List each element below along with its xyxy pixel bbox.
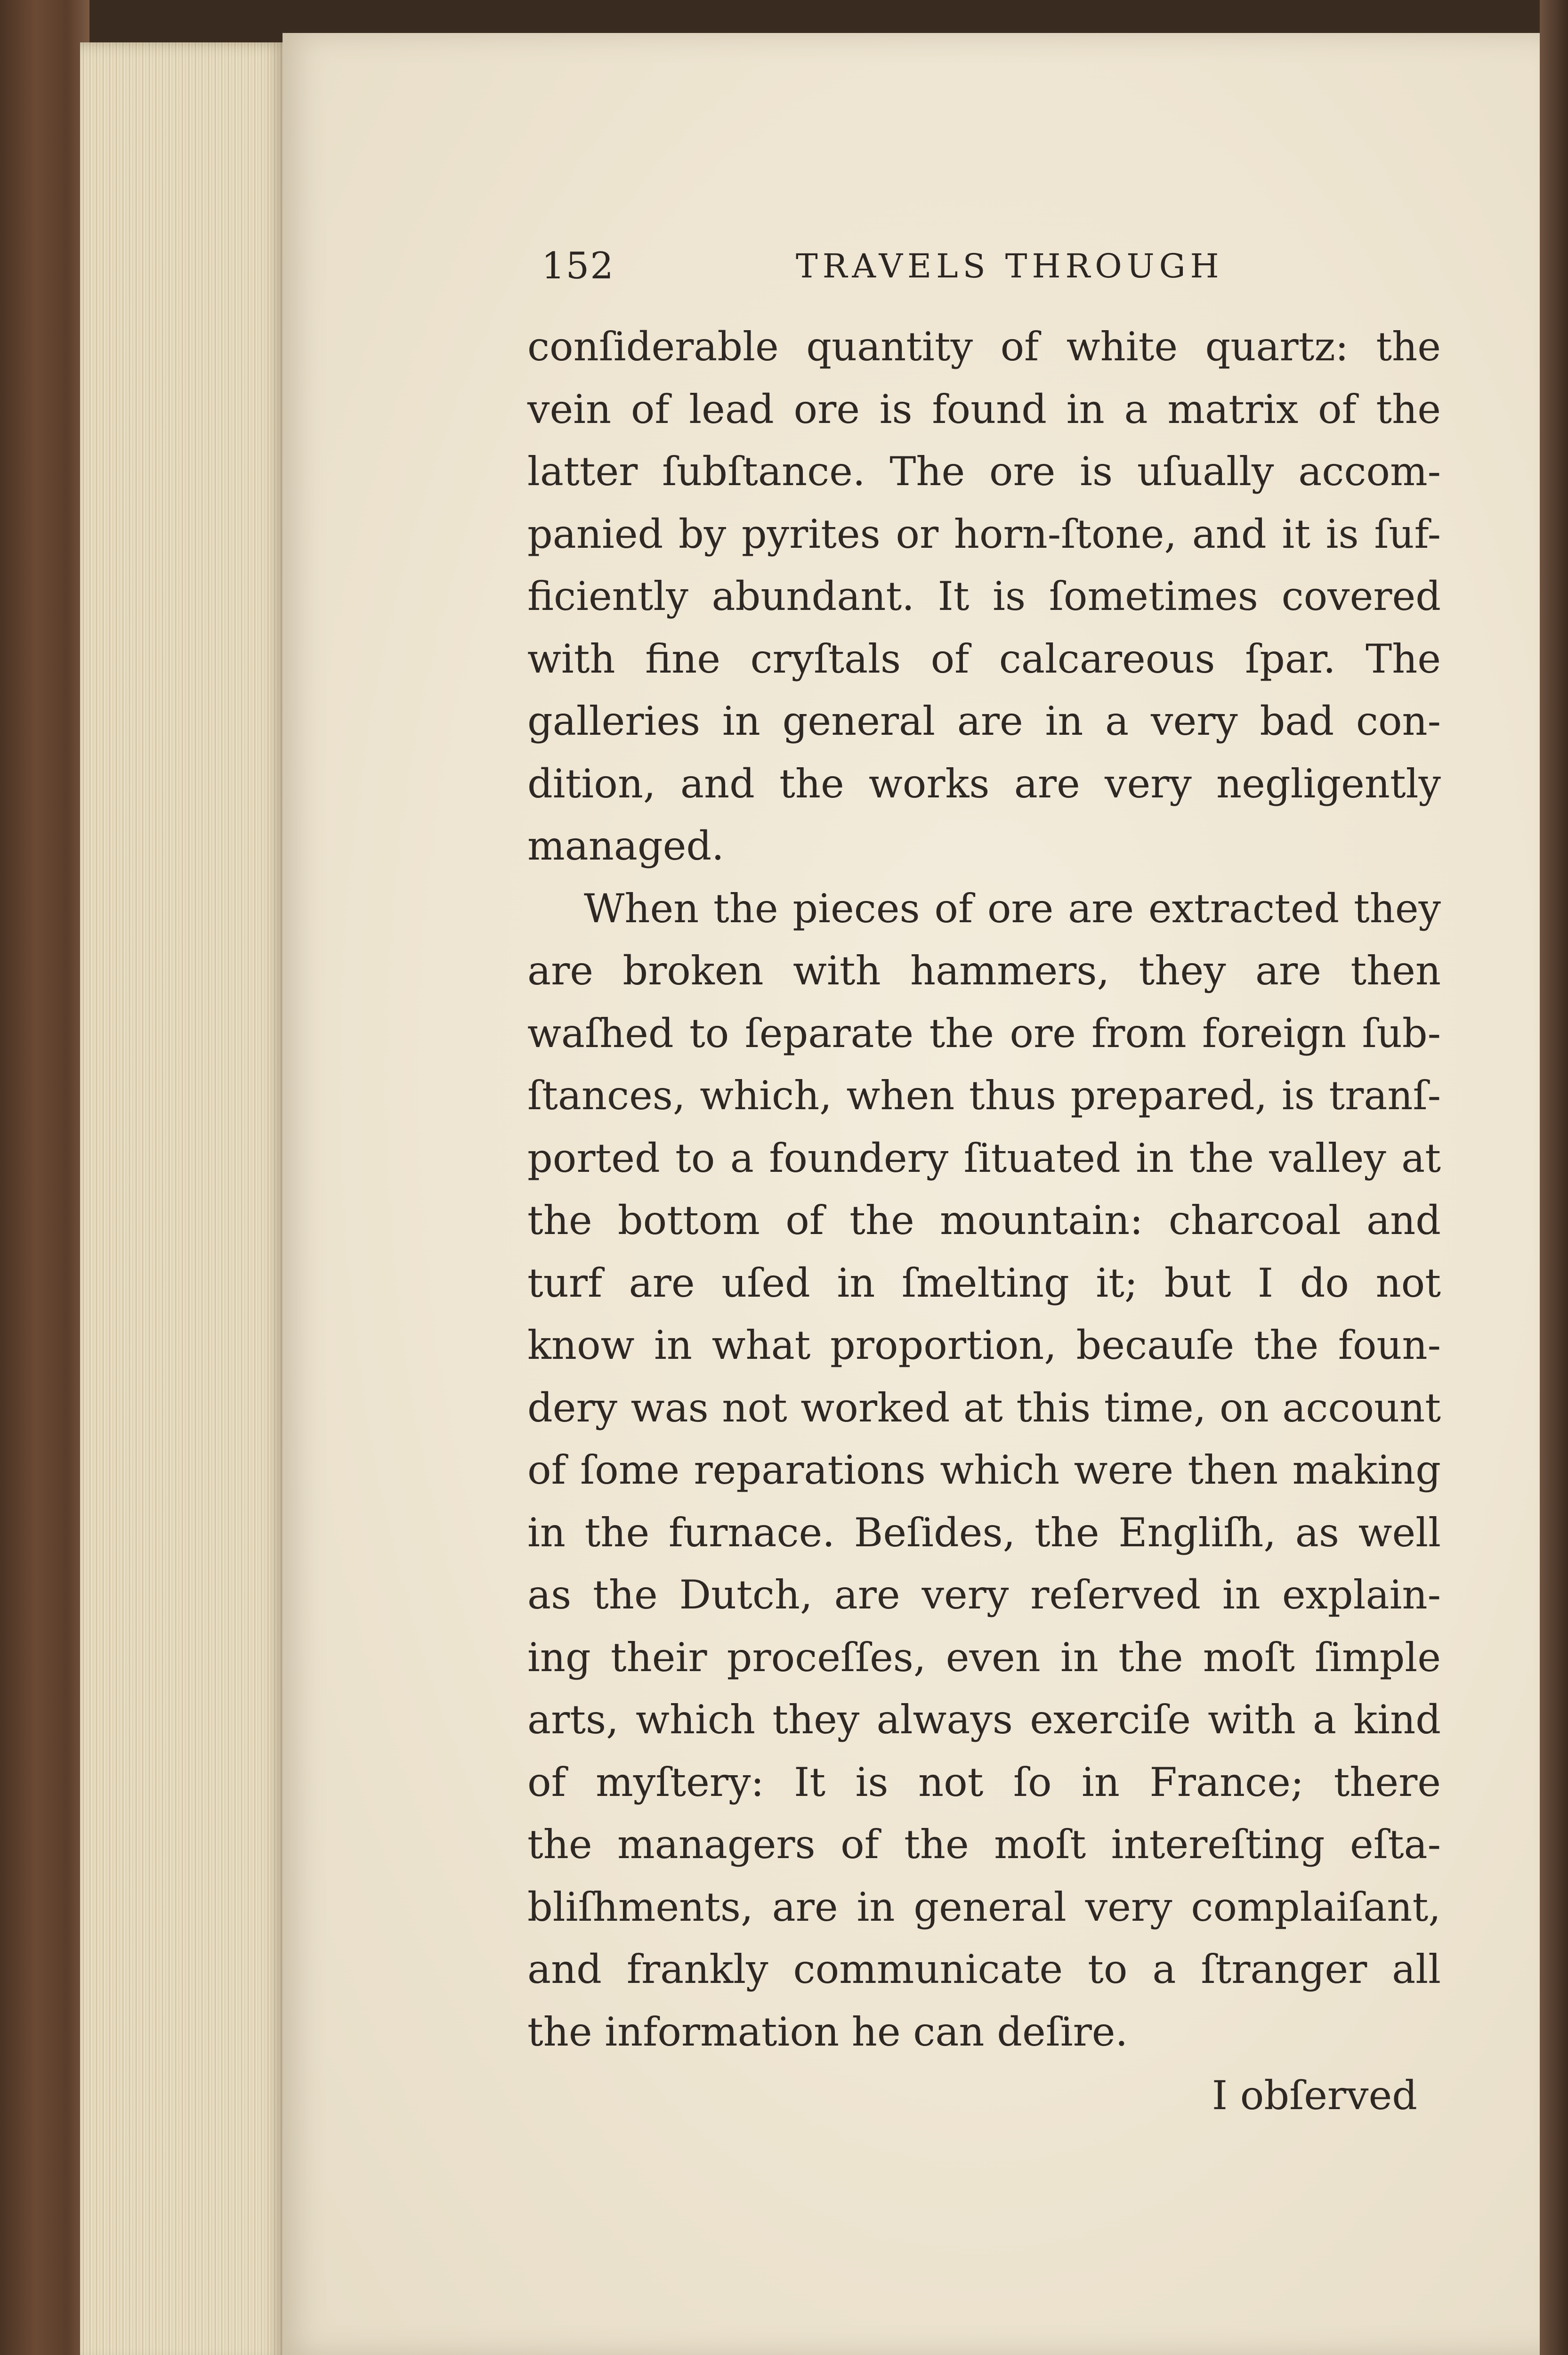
book-cover-left (0, 0, 89, 2355)
text-line: in the furnace. Beſides, the Engliſh, as well (527, 1509, 1441, 1556)
page-number: 152 (542, 245, 614, 287)
text-line: vein of lead ore is found in a matrix of the (527, 386, 1441, 432)
text-line: dery was not worked at this time, on account (527, 1384, 1441, 1431)
text-line: waſhed to ſeparate the ore from foreign ſub- (527, 1010, 1441, 1056)
text-line: When the pieces of ore are extracted they (584, 885, 1441, 932)
text-line: arts, which they always exerciſe with a kind (527, 1697, 1441, 1743)
text-line: with fine cryſtals of calcareous ſpar. The (527, 635, 1441, 682)
text-line: dition, and the works are very negligently (527, 760, 1441, 807)
text-line: ficiently abundant. It is ſometimes covered (527, 573, 1441, 619)
text-line: galleries in general are in a very bad con- (527, 698, 1441, 744)
text-line: bliſhments, are in general very complaiſant, (527, 1884, 1441, 1930)
running-head-title: TRAVELS THROUGH (796, 247, 1224, 285)
text-line: as the Dutch, are very reſerved in explain- (527, 1572, 1441, 1618)
text-line: are broken with hammers, they are then (527, 948, 1441, 994)
text-line: latter ſubſtance. The ore is uſually accom- (527, 448, 1441, 495)
text-line: the bottom of the mountain: charcoal and (527, 1197, 1441, 1243)
text-line: conſiderable quantity of white quartz: the (527, 324, 1441, 370)
text-line: the information he can deſire. (527, 2008, 1128, 2055)
book-cover-right (1540, 0, 1568, 2355)
text-line: of ſome reparations which were then making (527, 1447, 1441, 1493)
text-line: of myſtery: It is not ſo in France; there (527, 1759, 1441, 1805)
paragraph (527, 877, 1441, 2063)
text-line: managed. (527, 823, 724, 869)
running-head (542, 245, 1446, 301)
text-line: know in what proportion, becauſe the foun- (527, 1322, 1441, 1368)
text-line: panied by pyrites or horn-ſtone, and it is ſuf- (527, 511, 1441, 557)
text-line: ſtances, which, when thus prepared, is tranſ- (527, 1072, 1441, 1119)
catchword: I obſerved (1212, 2072, 1417, 2119)
text-line: the managers of the moſt intereſting eſta- (527, 1821, 1441, 1868)
text-line: ing their proceſſes, even in the moſt ſimple (527, 1634, 1441, 1681)
text-line: and frankly communicate to a ſtranger all (527, 1946, 1441, 1992)
body-text (527, 316, 1441, 2063)
text-line: ported to a foundery ſituated in the valley at (527, 1135, 1441, 1181)
text-line: turf are uſed in ſmelting it; but I do not (527, 1259, 1441, 1306)
page-edges (80, 42, 287, 2355)
paragraph (527, 316, 1441, 877)
